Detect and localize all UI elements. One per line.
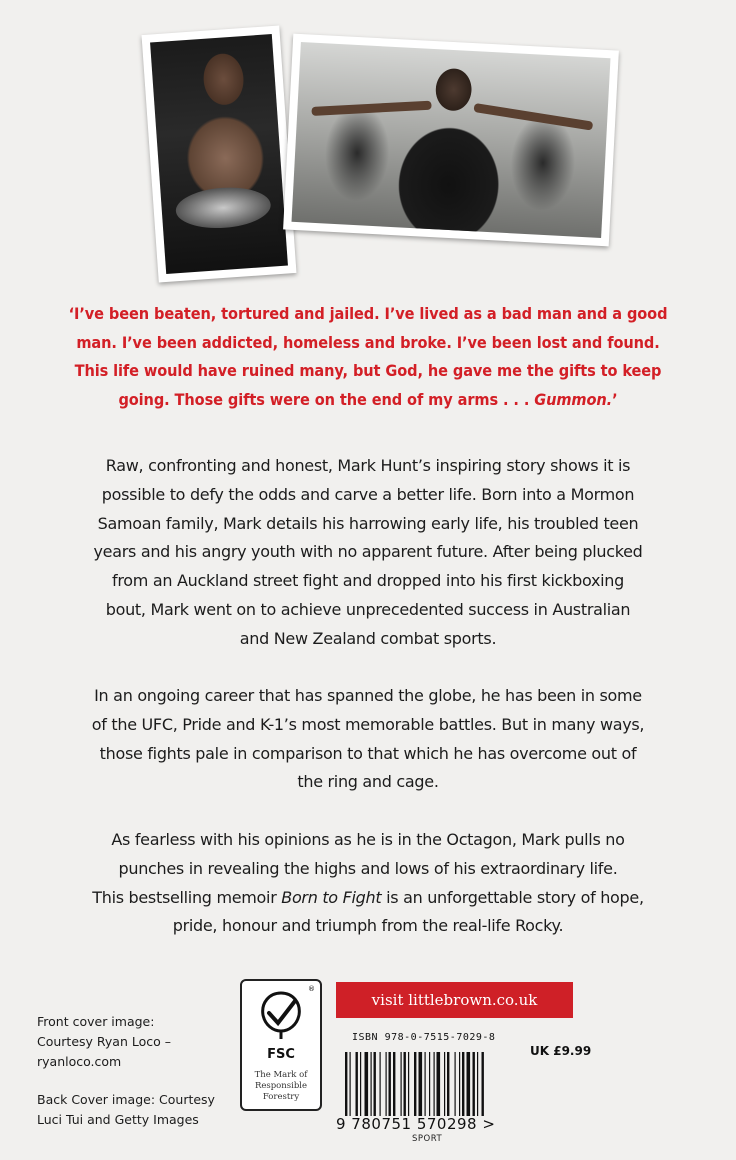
blurb-paragraph-3: As fearless with his opinions as he is in the Octagon, Mark pulls no punches in revealing the highs and lows of his extraordinary life. This bestselling memoir Born to Fight is an unforgettable story of hope, pride, honour and triumph from the real-life Rocky.	[92, 830, 644, 936]
barcode-bar	[345, 1052, 347, 1116]
barcode-bar	[380, 1052, 381, 1116]
barcode-bar	[365, 1052, 369, 1116]
barcode-bar	[482, 1052, 484, 1116]
front-cover-credit: Front cover image: Courtesy Ryan Loco – ryanloco.com	[37, 1014, 172, 1069]
barcode-bar	[371, 1052, 372, 1116]
quote-line: This life would have ruined many, but God, he gave me the gifts to keep	[74, 361, 662, 380]
barcode-bar	[429, 1052, 430, 1116]
barcode-bar	[425, 1052, 426, 1116]
barcode-bar	[350, 1052, 351, 1116]
visit-website-link[interactable]: visit littlebrown.co.uk	[336, 982, 573, 1018]
quote-line: ‘I’ve been beaten, tortured and jailed. I’ve lived as a bad man and a good	[68, 304, 668, 323]
barcode-bar	[374, 1052, 376, 1116]
category-label: SPORT	[412, 1134, 443, 1144]
fsc-logo-text: FSC	[267, 1047, 295, 1062]
barcode-bar	[455, 1052, 456, 1116]
barcode-digits: 9 780751 570298 >	[336, 1115, 496, 1133]
barcode-bar	[389, 1052, 391, 1116]
barcode-bar	[393, 1052, 395, 1116]
barcode-bar	[386, 1052, 387, 1116]
blurb-paragraph-2: In an ongoing career that has spanned the globe, he has been in some of the UFC, Pride and K-1’s most memorable battles. But in many ways, those fights pale in comparison to that which he has overcome out of the ring and cage.	[91, 686, 645, 792]
barcode-bar	[447, 1052, 449, 1116]
barcode-bar	[437, 1052, 441, 1116]
barcode-bar	[462, 1052, 464, 1116]
barcode-bar	[419, 1052, 423, 1116]
tree-check-icon	[255, 989, 307, 1041]
back-cover-credit: Back Cover image: Courtesy Luci Tui and Getty Images	[37, 1092, 215, 1127]
barcode-bar	[473, 1052, 475, 1116]
price-label: UK £9.99	[530, 1044, 592, 1058]
fsc-tagline: The Mark of Responsible Forestry	[254, 1070, 308, 1102]
barcode-bar	[414, 1052, 416, 1116]
barcode-bar	[401, 1052, 402, 1116]
quote-line: man. I’ve been addicted, homeless and broke. I’ve been lost and found.	[76, 332, 660, 352]
fighter-portrait-photo	[142, 25, 297, 282]
barcode	[345, 1052, 521, 1116]
book-title: Born to Fight	[281, 887, 382, 907]
barcode-bar	[360, 1052, 361, 1116]
barcode-bar	[477, 1052, 478, 1116]
barcode-bar	[356, 1052, 358, 1116]
isbn-label: ISBN 978-0-7515-7029-8	[352, 1032, 496, 1043]
blurb-paragraph-1: Raw, confronting and honest, Mark Hunt’s inspiring story shows it is possible to defy the odds and carve a better life. Born into a Mormon Samoan family, Mark details his harrowing early life, his troubled teen years and his angry youth with no apparent future. After being plucked from an Auckland street fight and dropped into his first kickboxing bout, Mark went on to achieve unprecedented success in Australian and New Zealand combat sports.	[93, 456, 643, 648]
fsc-logo: ® FSC The Mark of Responsible Forestry	[240, 979, 322, 1111]
barcode-bar	[404, 1052, 406, 1116]
pull-quote	[58, 300, 678, 414]
quote-line: going. Those gifts were on the end of my arms . . . Gummon.’	[118, 389, 618, 409]
barcode-bar	[459, 1052, 460, 1116]
barcode-bar	[444, 1052, 445, 1116]
barcode-bar	[408, 1052, 409, 1116]
barcode-bar	[467, 1052, 471, 1116]
walkout-photo	[283, 34, 619, 247]
barcode-bar	[434, 1052, 435, 1116]
championship-belt	[174, 185, 272, 232]
